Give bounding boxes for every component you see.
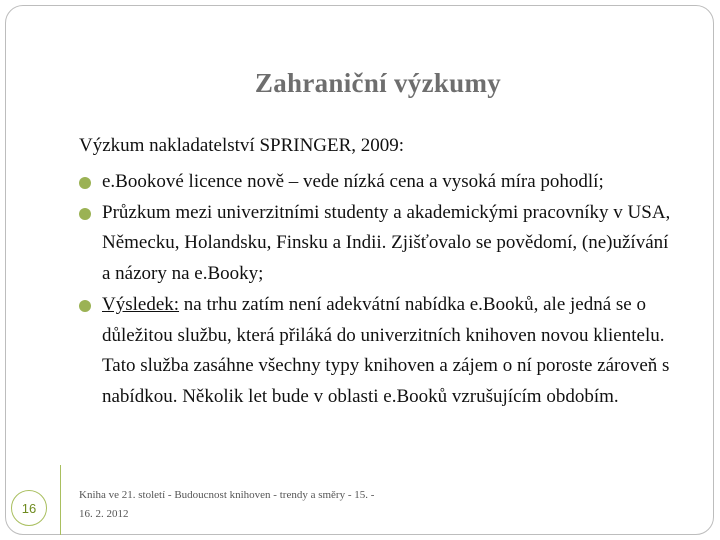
bullet-item-result [79,290,679,412]
bullet-item-survey [79,198,679,290]
result-label: Výsledek: [102,294,180,315]
bullet-marker [79,208,91,220]
bullet-item-licences [79,167,679,198]
slide-number: 16 [11,490,47,526]
bullet-text: Průzkum mezi univerzitními studenty a akademickými pracovníky v USA, Německu, Holandsku, Finsku a Indii. Zjišťovalo se povědomí, (ne)užívání a názory na e.Booky; [102,201,671,284]
bullet-marker [79,177,91,189]
slide-title: Zahraniční výzkumy [254,68,502,98]
footer-divider [60,465,61,535]
bullet-text: e.Bookové licence nově – vede nízká cena a vysoká míra pohodlí; [102,171,604,192]
intro-text: Výzkum nakladatelství SPRINGER, 2009: [79,135,405,156]
bullet-text: na trhu zatím není adekvátní nabídka e.Booků, ale jedná se o důležitou službu, která přiláká do univerzitních knihoven novou klientelu. Tato služba zasáhne všechny typy knihoven a zájem o ní poroste zároveň s nabídkou. Několik let bude v oblasti e.Booků vzrušujícím obdobím. [102,294,670,407]
bullet-list [79,167,679,412]
footer-text: Kniha ve 21. století - Budoucnost knihoven - trendy a směry - 15. - 16. 2. 2012 [79,489,375,520]
bullet-marker [79,300,91,312]
